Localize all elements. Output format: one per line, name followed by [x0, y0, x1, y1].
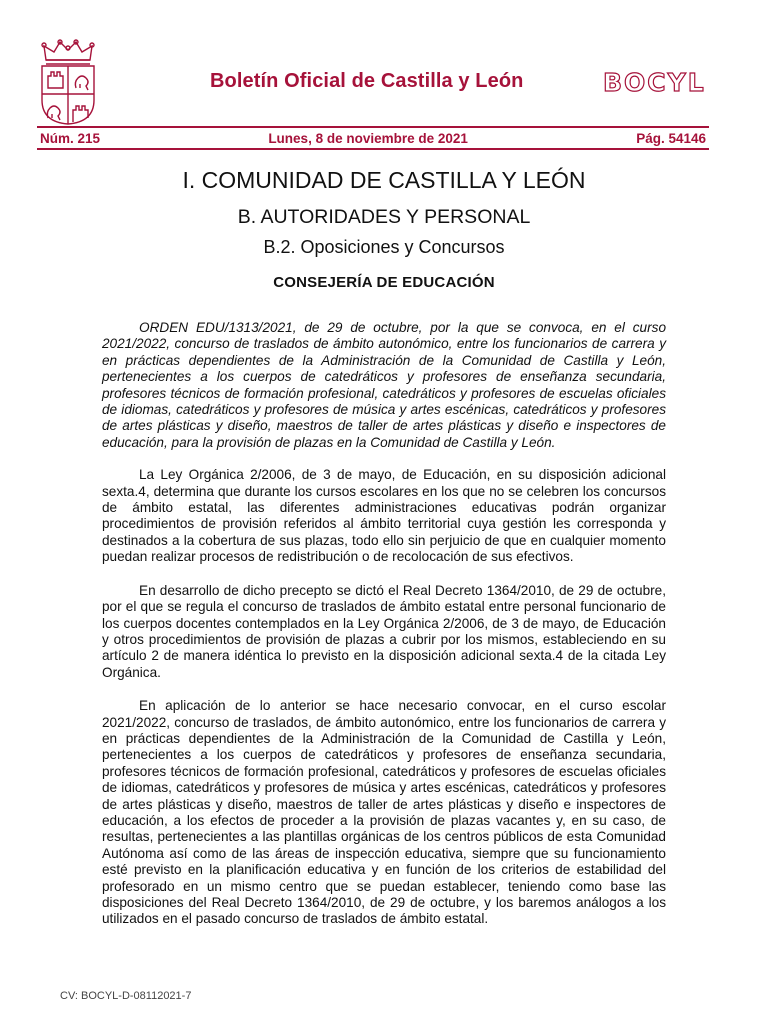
gazette-title: Boletín Oficial de Castilla y León	[210, 70, 524, 92]
page-number: Pág. 54146	[636, 130, 706, 146]
section-heading-level1: I. COMUNIDAD DE CASTILLA Y LEÓN	[182, 167, 586, 193]
body-paragraph-2: En desarrollo de dicho precepto se dictó el Real Decreto 1364/2010, de 29 de octubre, por el que se regula el concurso de traslados de ámbito estatal entre personal funcionario de los cuerpos docentes contemplados en la Ley Orgánica 2/2006, de 3 de mayo, de Educación y otros procedimientos de provisión de plazas a cubrir por los mismos, estableciendo en su artículo 2 de manera idéntica lo previsto en la disposición adicional sexta.4 de la citada Ley Orgánica.	[102, 582, 666, 680]
bocyl-logo: BOCYL	[603, 68, 706, 97]
issue-number: Núm. 215	[40, 130, 101, 146]
body-paragraph-3: En aplicación de lo anterior se hace necesario convocar, en el curso escolar 2021/2022, concurso de traslados, de ámbito autonómico, entre los funcionarios de carrera y en prácticas dependientes de la Administración de la Comunidad de Castilla y León, pertenecientes a los cuerpos de catedráticos y profesores de enseñanza secundaria, profesores técnicos de formación profesional, catedráticos y profesores de escuelas oficiales de idiomas, catedráticos y profesores de música y artes escénicas, catedráticos y profesores de artes plásticas y diseño, maestros de taller de artes plásticas y diseño e inspectores de educación, a los efectos de proceder a la provisión de plazas vacantes y, en su caso, de resultas, pertenecientes a las plantillas orgánicas de los centros públicos de esta Comunidad Autónoma así como de las áreas de inspección educativa, siempre que su funcionamiento esté previsto en la planificación educativa y en función de los criterios de estabilidad del profesorado en un mismo centro que se puedan establecer, teniendo como base las disposiciones del Real Decreto 1364/2010, de 29 de octubre, y los baremos análogos a los utilizados en el pasado concurso de traslados de ámbito estatal.	[102, 698, 666, 927]
department-heading: CONSEJERÍA DE EDUCACIÓN	[273, 274, 495, 291]
body-paragraph-1: La Ley Orgánica 2/2006, de 3 de mayo, de Educación, en su disposición adicional sexta.4, determina que durante los cursos escolares en los que no se celebren los concursos de ámbito estatal, las diferentes administraciones educativas podrán organizar procedimientos de provisión referidos al ámbito territorial cuya gestión les corresponda y destinados a la cobertura de sus plazas, todo ello sin perjuicio de que en cualquier momento puedan realizar procesos de redistribución o de recolocación de sus efectivos.	[102, 467, 666, 565]
coat-of-arms-icon	[36, 38, 100, 126]
issue-date: Lunes, 8 de noviembre de 2021	[268, 130, 468, 146]
order-summary: ORDEN EDU/1313/2021, de 29 de octubre, por la que se convoca, en el curso 2021/2022, concurso de traslados de ámbito autonómico, entre los funcionarios de carrera y en prácticas dependientes de la Administración de la Comunidad de Castilla y León, pertenecientes a los cuerpos de catedráticos y profesores de enseñanza secundaria, profesores técnicos de formación profesional, catedráticos y profesores de escuelas oficiales de idiomas, catedráticos y profesores de música y artes escénicas, catedráticos y profesores de artes plásticas y diseño, maestros de taller de artes plásticas y diseño e inspectores de educación, para la provisión de plazas en la Comunidad de Castilla y León.	[102, 320, 666, 450]
section-heading-level2: B. AUTORIDADES Y PERSONAL	[237, 206, 531, 228]
section-heading-level3: B.2. Oposiciones y Concursos	[263, 237, 505, 257]
issue-meta-bar	[37, 126, 709, 150]
cv-code: CV: BOCYL-D-08112021-7	[60, 990, 192, 1002]
document-body	[102, 320, 666, 945]
